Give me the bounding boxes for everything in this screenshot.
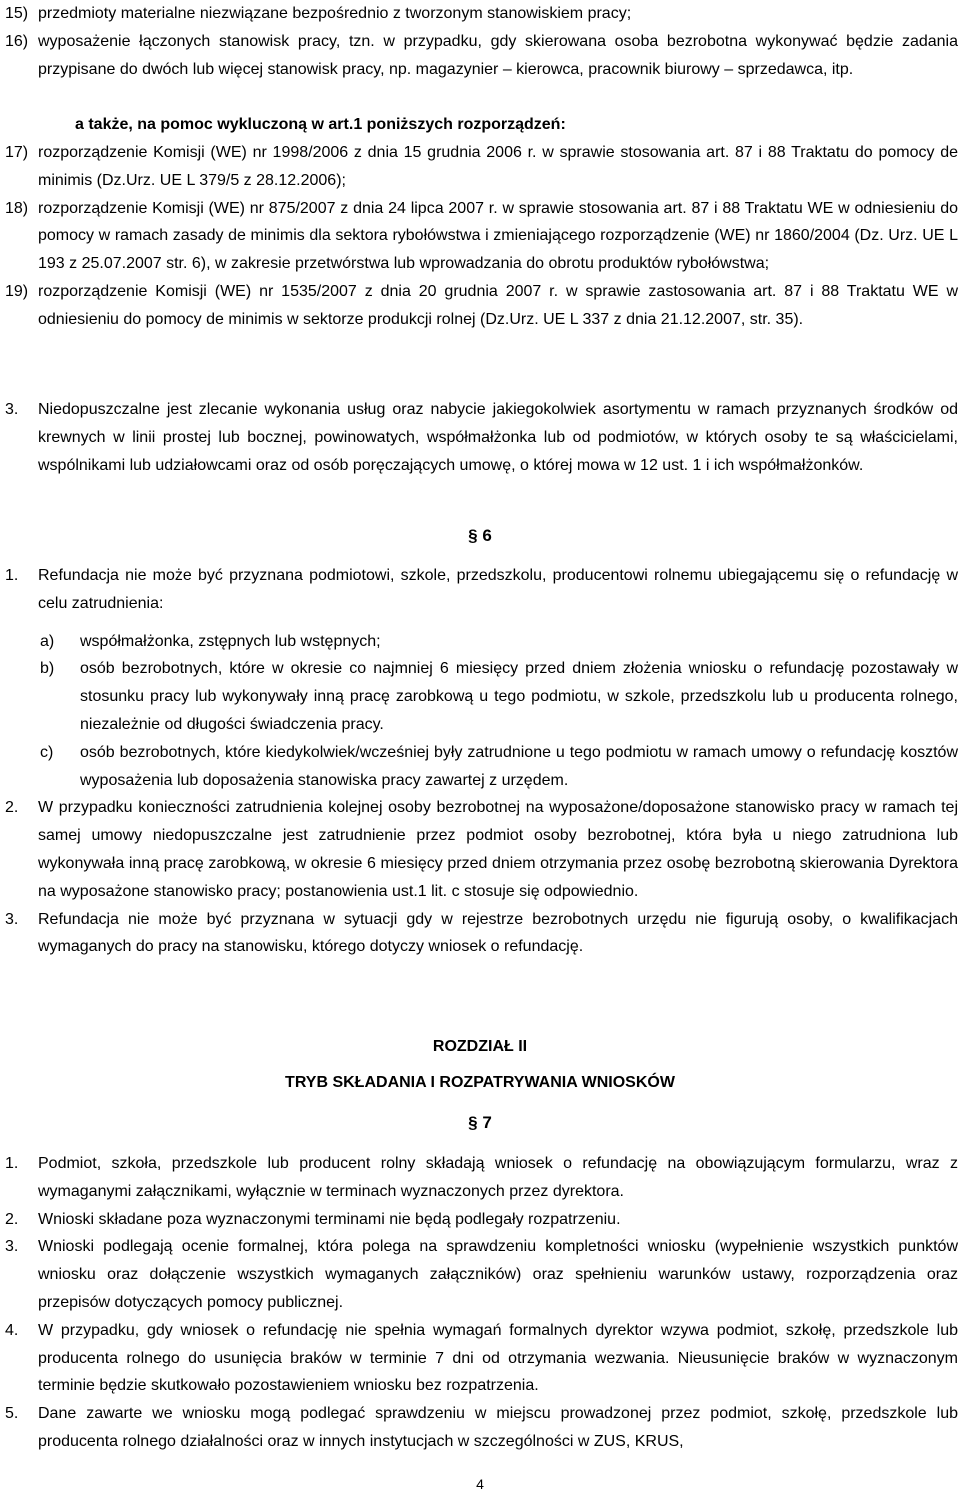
page-number: 4 — [476, 1476, 484, 1492]
list-item — [0, 139, 960, 195]
sub-item-text: osób bezrobotnych, które kiedykolwiek/wcześniej były zatrudnione u tego podmiotu w ramach umowy o refundację kosztów wyposażenia lub doposażenia stanowiska pracy zawartej z urzędem. — [80, 743, 958, 789]
sub-item — [0, 628, 960, 656]
list-item — [0, 0, 960, 28]
section-7 — [0, 1150, 960, 1456]
section-6 — [0, 562, 960, 961]
chapter-title: ROZDZIAŁ II — [432, 1038, 528, 1055]
list-item — [0, 278, 960, 334]
item-text: rozporządzenie Komisji (WE) nr 875/2007 z dnia 24 lipca 2007 r. w sprawie stosowania art. 87 i 88 Traktatu WE w odniesieniu do pomocy w ramach zasady de minimis dla sektora rybołówstwa i zmieniającego rozporządzenie (WE) nr 1860/2004 (Dz. Urz. UE L 193 z 25.07.2007 str. 6), w zakresie przetwórstwa lub wprowadzania do obrotu produktów rybołówstwa; — [38, 199, 958, 273]
item-text: W przypadku konieczności zatrudnienia kolejnej osoby bezrobotnej na wyposażone/doposażone stanowisko pracy w ramach tej samej umowy niedopuszczalne jest zatrudnienie przez podmiot osoby bezrobotnej, która była u niego zatrudniona lub wykonywała inną pracę zarobkową, w okresie 6 miesięcy przed dniem otrzymania przez osobę bezrobotną skierowania Dyrektora na wyposażone stanowisko pracy; postanowienia ust.1 lit. c stosuje się odpowiednio. — [38, 799, 958, 900]
item-text: Dane zawarte we wniosku mogą podlegać sprawdzeniu w miejscu prowadzonej przez podmiot, szkołę, przedszkole lub producenta rolnego działalności oraz w innych instytucjach w szczególności w ZUS, KRUS, — [38, 1405, 958, 1450]
item-text: Wnioski składane poza wyznaczonymi terminami nie będą podlegały rozpatrzeniu. — [38, 1210, 621, 1228]
regulations-list — [0, 139, 960, 334]
sub-item-text: osób bezrobotnych, które w okresie co najmniej 6 miesięcy przed dniem złożenia wniosku o refundację pozostawały w stosunku pracy lub wykonywały inną pracę zarobkową u tego podmiotu, w szkole, przedszkolu lub u producenta rolnego, niezależnie od długości świadczenia pracy. — [80, 660, 958, 733]
section-number: 6 — [482, 526, 492, 545]
also-line-part2: 1 poniższych rozporządzeń: — [353, 116, 566, 133]
list-item — [0, 28, 960, 84]
item-number: 1. — [5, 567, 19, 584]
item-number: 2. — [5, 799, 19, 817]
list-item — [0, 794, 960, 905]
item-text: rozporządzenie Komisji (WE) nr 1998/2006 z dnia 15 grudnia 2006 r. w sprawie stosowania art. 87 i 88 Traktatu do pomocy de minimis (Dz.Urz. UE L 379/5 z 28.12.2006); — [38, 144, 958, 189]
sub-item-letter: a) — [40, 632, 55, 650]
section-sign: § — [468, 1113, 483, 1132]
item-number: 16) — [5, 32, 29, 50]
sub-item — [0, 655, 960, 738]
item-text: rozporządzenie Komisji (WE) nr 1535/2007 z dnia 20 grudnia 2007 r. w sprawie zastosowania art. 87 i 88 Traktatu WE w odniesieniu do pomocy de minimis w sektorze produkcji rolnej (Dz.Urz. UE L 337 z dnia 21.12.2007, str. 35). — [38, 282, 958, 328]
section-7-heading — [0, 1109, 960, 1138]
item-number: 19) — [5, 282, 29, 300]
top-list — [0, 0, 960, 83]
item-number: 2. — [5, 1210, 19, 1228]
section-number: 7 — [482, 1113, 492, 1132]
list-item — [0, 195, 960, 278]
item-text: wyposażenie łączonych stanowisk pracy, tzn. w przypadku, gdy skierowana osoba bezrobotna wykonywać będzie zadania przypisane do dwóch lub więcej stanowisk pracy, np. magazynier – kierowca, pracownik biurowy – sprzedawca, itp. — [38, 32, 958, 78]
item-number: 3. — [5, 401, 19, 418]
sub-item-text: współmałżonka, zstępnych lub wstępnych; — [80, 632, 381, 650]
item-text: Niedopuszczalne jest zlecanie wykonania usług oraz nabycie jakiegokolwiek asortymentu w ramach przyznanych środków od krewnych w linii prostej lub bocznej, powinowatych, współmałżonka lub od podmiotów, w których osoby te są właścicielami, wspólnikami lub udziałowcami oraz od osób poręczających umowę, o której mowa w 12 ust. 1 i ich współmałżonków. — [38, 401, 958, 474]
section-6-heading — [0, 522, 960, 551]
item-number: 3. — [5, 910, 19, 928]
item-text: Wnioski podlegają ocenie formalnej, która polega na sprawdzeniu kompletności wniosku (wypełnienie wszystkich punktów wniosku oraz dołączenie wszystkich wymaganych załączników) oraz spełnieniu warunków ustawy, rozporządzenia oraz przepisów dotyczących pomocy publicznej. — [38, 1238, 958, 1311]
list-item — [0, 1233, 960, 1316]
item-number: 5. — [5, 1405, 19, 1423]
also-line — [0, 111, 960, 139]
item-text: Refundacja nie może być przyznana podmiotowi, szkole, przedszkolu, producentowi rolnemu ubiegającemu się o refundację w celu zatrudnienia: — [38, 567, 958, 612]
also-line-part1: a także, na pomoc wykluczoną w art. — [75, 116, 354, 133]
section-sign: § — [468, 526, 483, 545]
item-number: 3. — [5, 1238, 19, 1256]
item-text: W przypadku, gdy wniosek o refundację nie spełnia wymagań formalnych dyrektor wzywa podmiot, szkołę, przedszkole lub producenta rolnego do usunięcia braków w terminie 7 dni od otrzymania wezwania. Nieusunięcie braków w wyznaczonym terminie będzie skutkowało pozostawieniem wniosku bez rozpatrzenia. — [38, 1321, 958, 1395]
item-text: Refundacja nie może być przyznana w sytuacji gdy w rejestrze bezrobotnych urzędu nie figurują osoby, o kwalifikacjach wymaganych do pracy na stanowisku, którego dotyczy wniosek o refundację. — [38, 910, 958, 956]
list-item — [0, 1400, 960, 1456]
sub-item — [0, 739, 960, 795]
item-text: przedmioty materialne niezwiązane bezpośrednio z tworzonym stanowiskiem pracy; — [38, 5, 632, 22]
item-text: Podmiot, szkoła, przedszkole lub producent rolny składają wniosek o refundację na obowiązującym formularzu, wraz z wymaganymi załącznikami, wyłącznie w terminach wyznaczonych przez dyrektora. — [38, 1155, 958, 1200]
item-number: 17) — [5, 144, 29, 161]
point-3 — [0, 396, 960, 479]
list-item — [0, 906, 960, 962]
list-item — [0, 1150, 960, 1206]
item-number: 15) — [5, 5, 29, 22]
sub-item-letter: b) — [40, 660, 55, 678]
list-item — [0, 1206, 960, 1234]
list-item — [0, 1317, 960, 1400]
item-number: 18) — [5, 199, 29, 217]
sub-item-letter: c) — [40, 743, 54, 761]
chapter-subtitle: TRYB SKŁADANIA I ROZPATRYWANIA WNIOSKÓW — [285, 1074, 675, 1091]
item-number: 4. — [5, 1321, 19, 1339]
item-number: 1. — [5, 1155, 19, 1172]
list-item — [0, 562, 960, 618]
